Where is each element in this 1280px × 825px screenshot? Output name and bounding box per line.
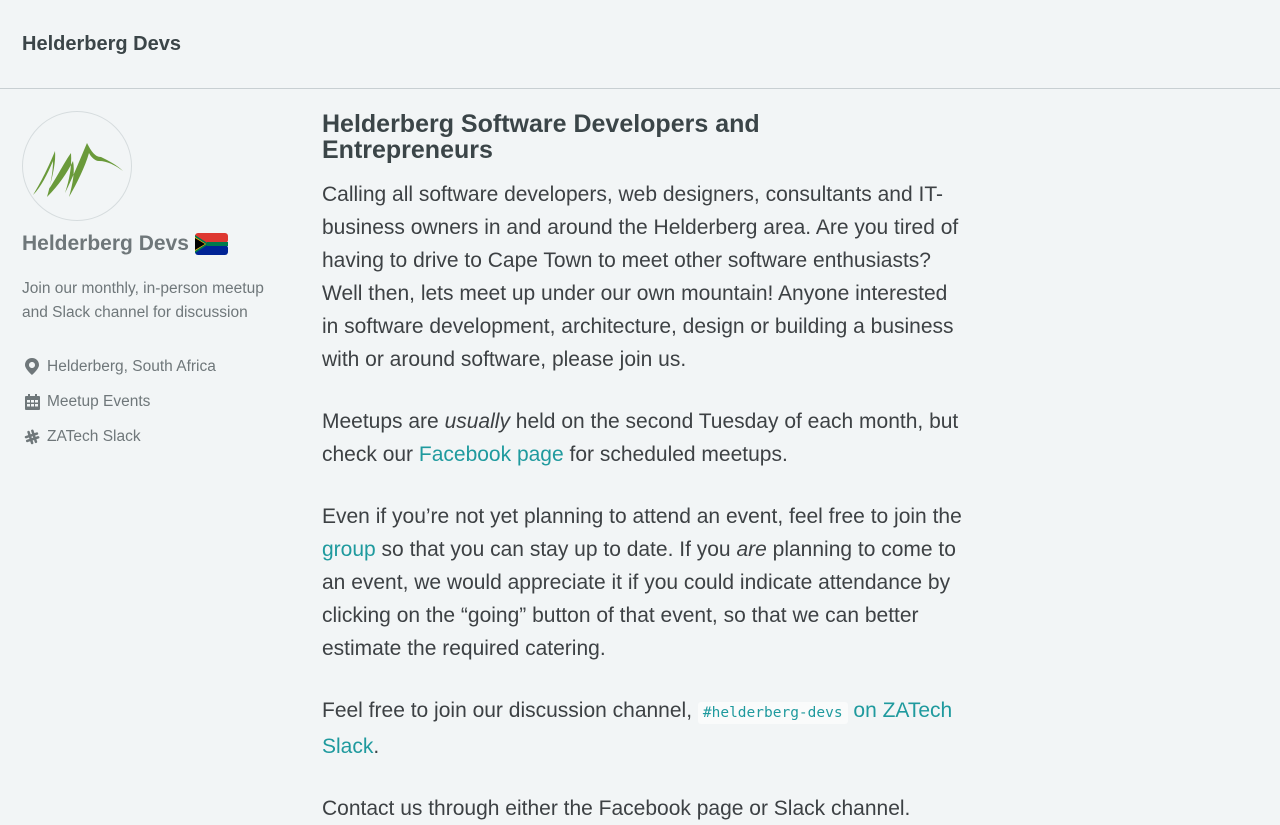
main-content xyxy=(322,111,962,825)
avatar xyxy=(22,111,132,221)
text: Feel free to join our discussion channel, xyxy=(322,699,698,722)
text: planning to come to an event, we would appreciate it if you could indicate attendance by clicking on the “going” button of that event, so that we can better estimate the required catering. xyxy=(322,538,956,660)
channel-code: #helderberg-devs xyxy=(698,702,848,724)
text: held on the second Tuesday of each month, but check our xyxy=(322,410,959,466)
map-marker-icon xyxy=(22,357,42,377)
text: . xyxy=(373,735,380,758)
page-title: Helderberg Software Developers and Entrepreneurs xyxy=(322,110,760,164)
slack-link-item[interactable] xyxy=(22,419,292,454)
join-group-paragraph xyxy=(322,500,962,665)
zatech-slack-link[interactable]: ZATech Slack xyxy=(47,427,141,445)
location-text: Helderberg, South Africa xyxy=(47,357,216,375)
group-link[interactable]: group xyxy=(322,538,376,561)
sidebar xyxy=(22,111,292,454)
facebook-page-link[interactable]: Facebook page xyxy=(418,443,564,466)
masthead xyxy=(0,0,1280,89)
author-name-text: Helderberg Devs xyxy=(22,232,189,255)
emphasis-text: are xyxy=(736,538,767,561)
slack-paragraph xyxy=(322,694,962,763)
meetup-schedule-paragraph xyxy=(322,405,962,471)
site-title-link[interactable]: Helderberg Devs xyxy=(22,33,181,55)
intro-paragraph: Calling all software developers, web designers, consultants and IT-business owners in and around the Helderberg area. Are you tired of having to drive to Cape Town to meet other software enthusiasts? Well then, lets meet up under our own mountain! Anyone interested in software development, architecture, design or building a business with or around software, please join us. xyxy=(322,183,959,371)
author-bio: Join our monthly, in-person meetup and Slack channel for discussion xyxy=(22,280,264,321)
south-africa-flag-icon xyxy=(195,233,228,255)
slack-link-text: on ZATech Slack xyxy=(322,699,953,758)
text: so that you can stay up to date. If you xyxy=(375,538,737,561)
text: Even if you’re not yet planning to attend an event, feel free to join the xyxy=(322,505,962,528)
mountain-logo-icon xyxy=(29,131,125,201)
text: Meetups are xyxy=(322,410,445,433)
meetup-events-link[interactable]: Meetup Events xyxy=(47,392,151,410)
text: for scheduled meetups. xyxy=(563,443,788,466)
emphasis-text: usually xyxy=(444,410,510,433)
meetup-link-item[interactable] xyxy=(22,384,292,419)
contact-paragraph: Contact us through either the Facebook page or Slack channel. xyxy=(322,797,911,820)
author-links xyxy=(22,349,292,454)
calendar-icon xyxy=(22,392,42,412)
author-name xyxy=(22,232,292,256)
location-item xyxy=(22,349,292,384)
slack-icon xyxy=(22,427,42,447)
